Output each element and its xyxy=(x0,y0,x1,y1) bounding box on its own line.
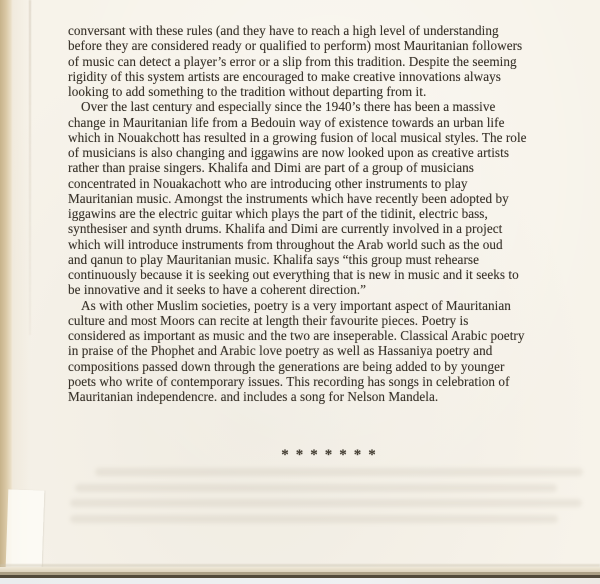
text-line: culture and most Moors can recite at length their favourite pieces. Poetry is xyxy=(68,312,469,328)
backing-strip xyxy=(0,578,600,584)
text-line: Mauritanian music. Amongst the instruments which have recently been adopted by xyxy=(68,190,509,206)
bleed-through-line xyxy=(70,499,582,507)
text-line: conversant with these rules (and they have to reach a high level of understanding xyxy=(68,23,499,38)
loose-sheet-edge xyxy=(6,489,45,568)
paragraph xyxy=(68,99,596,297)
text-line: and qanun to play Mauritanian music. Khalifa says “this group must rehearse xyxy=(68,251,479,267)
text-line: Mauritanian independencre. and includes a song for Nelson Mandela. xyxy=(68,389,439,404)
text-line: rigidity of this system artists are encouraged to make creative innovations always xyxy=(68,68,501,84)
page-crease-line xyxy=(29,0,31,335)
bleed-through-line xyxy=(70,515,558,523)
asterisk-divider: ******* xyxy=(281,447,383,463)
text-line: rather than praise singers. Khalifa and Dimi are part of a group of musicians xyxy=(68,160,474,176)
text-line: which in Nouakchott has resulted in a growing fusion of local musical styles. The role xyxy=(68,129,527,145)
text-line: compositions passed down through the generations are being added to by younger xyxy=(68,358,505,374)
text-line: Over the last century and especially since the 1940’s there has been a massive xyxy=(81,99,496,115)
paragraph xyxy=(68,298,596,405)
text-line: of music can detect a player’s error or a slip from this tradition. Despite the seeming xyxy=(68,53,517,69)
text-line: continuously because it is seeking out everything that is new in music and it seeks to xyxy=(68,267,519,282)
text-line: of musicians is also changing and iggawins are now looked upon as creative artists xyxy=(68,145,510,160)
text-line: change in Mauritanian life from a Bedouin way of existence towards an urban life xyxy=(68,114,505,130)
text-line: considered as important as music and the two are inseperable. Classical Arabic poetry xyxy=(68,328,525,343)
text-line: As with other Muslim societies, poetry is a very important aspect of Mauritanian xyxy=(81,297,511,313)
bleed-through-line xyxy=(95,468,583,476)
text-line: before they are considered ready or qualified to perform) most Mauritanian followers xyxy=(68,38,523,54)
paragraph xyxy=(68,23,596,99)
text-line: synthesiser and synth drums. Khalifa and Dimi are currently involved in a project xyxy=(68,221,503,237)
text-line: concentrated in Nouakachott who are introducing other instruments to play xyxy=(68,175,468,191)
bleed-through-line xyxy=(75,484,557,492)
text-line: iggawins are the electric guitar which plays the part of the tidinit, electric bass, xyxy=(68,206,488,221)
text-line: be innovative and it seeks to have a coherent direction.” xyxy=(68,282,366,298)
body-text xyxy=(68,23,596,404)
text-line: which will introduce instruments from throughout the Arab world such as the oud xyxy=(68,236,503,252)
text-line: poets who write of contemporary issues. This recording has songs in celebration of xyxy=(68,373,510,389)
text-line: in praise of the Phophet and Arabic love poetry as well as Hassaniya poetry and xyxy=(68,343,493,359)
text-line: looking to add something to the tradition without departing from it. xyxy=(68,84,427,99)
